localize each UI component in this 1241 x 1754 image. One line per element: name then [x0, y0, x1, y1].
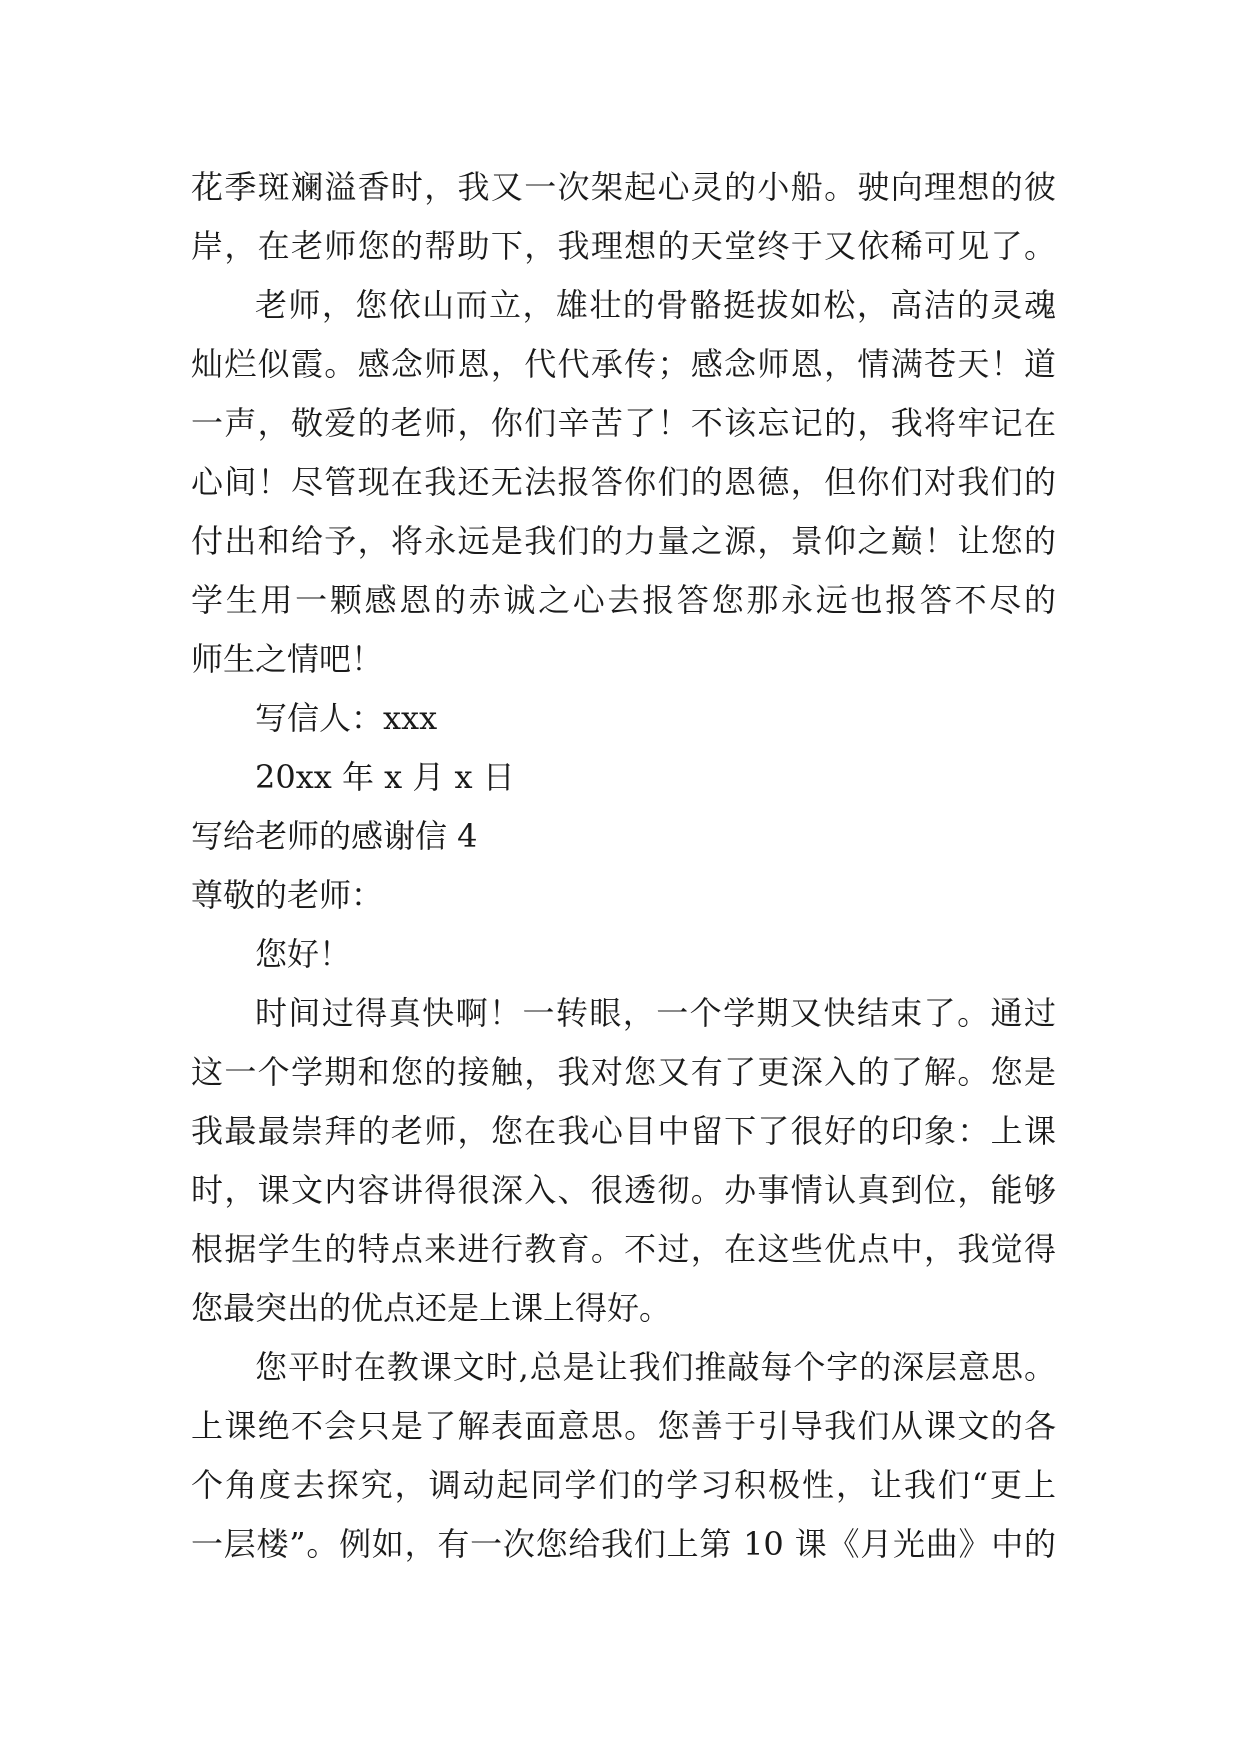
letter-body [191, 158, 1056, 1574]
body-line-4: 灿烂似霞。感念师恩，代代承传；感念师恩，情满苍天！道 [191, 345, 1056, 383]
body-line-1: 花季斑斓溢香时，我又一次架起心灵的小船。驶向理想的彼 [191, 168, 1056, 206]
body-line-23: 个角度去探究，调动起同学们的学习积极性，让我们“更上 [191, 1466, 1056, 1504]
body-line-20: 您最突出的优点还是上课上得好。 [191, 1289, 672, 1327]
section-title: 写给老师的感谢信 4 [191, 817, 478, 855]
body-line-15: 时间过得真快啊！一转眼，一个学期又快结束了。通过 [255, 994, 1056, 1032]
body-line-8: 学生用一颗感恩的赤诚之心去报答您那永远也报答不尽的 [191, 581, 1056, 619]
body-line-16: 这一个学期和您的接触，我对您又有了更深入的了解。您是 [191, 1053, 1056, 1091]
body-line-24: 一层楼”。例如，有一次您给我们上第 10 课《月光曲》中的 [191, 1525, 1056, 1563]
body-line-9: 师生之情吧！ [191, 640, 384, 678]
body-line-7: 付出和给予，将永远是我们的力量之源，景仰之巅！让您的 [191, 522, 1056, 560]
signature-writer: 写信人：xxx [255, 699, 438, 737]
body-line-17: 我最最崇拜的老师，您在我心目中留下了很好的印象：上课 [191, 1112, 1056, 1150]
greeting: 您好！ [255, 935, 352, 973]
body-line-3: 老师，您依山而立，雄壮的骨骼挺拔如松，高洁的灵魂 [255, 286, 1056, 324]
body-line-5: 一声，敬爱的老师，你们辛苦了！不该忘记的，我将牢记在 [191, 404, 1056, 442]
signature-date: 20xx 年 x 月 x 日 [255, 758, 515, 796]
body-line-6: 心间！尽管现在我还无法报答你们的恩德，但你们对我们的 [191, 463, 1056, 501]
body-line-22: 上课绝不会只是了解表面意思。您善于引导我们从课文的各 [191, 1407, 1056, 1445]
salutation: 尊敬的老师： [191, 876, 384, 914]
body-line-18: 时，课文内容讲得很深入、很透彻。办事情认真到位，能够 [191, 1171, 1056, 1209]
body-line-21: 您平时在教课文时,总是让我们推敲每个字的深层意思。 [255, 1348, 1056, 1386]
body-line-19: 根据学生的特点来进行教育。不过，在这些优点中，我觉得 [191, 1230, 1056, 1268]
body-line-2: 岸，在老师您的帮助下，我理想的天堂终于又依稀可见了。 [191, 227, 1056, 265]
